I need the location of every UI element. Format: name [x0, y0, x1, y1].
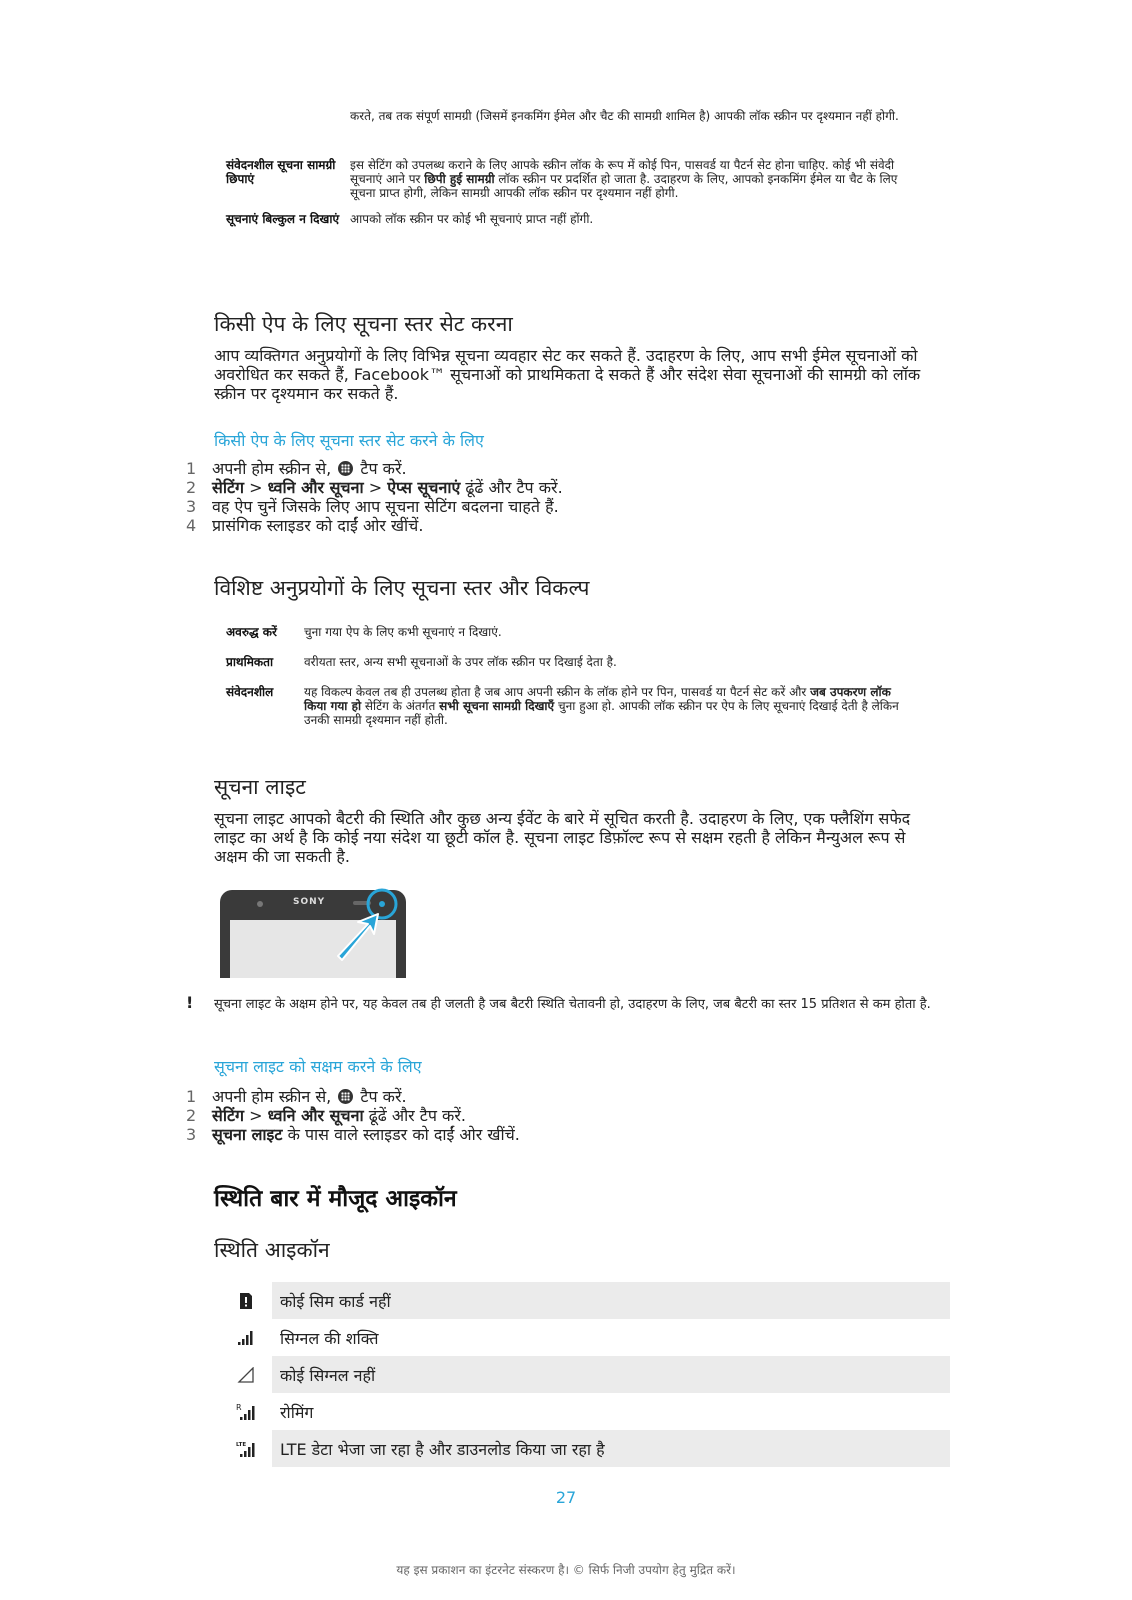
step-text [212, 478, 946, 497]
section-paragraph: आप व्यक्तिगत अनुप्रयोगों के लिए विभिन्न सूचना व्यवहार सेट कर सकते हैं. उदाहरण के लिए, आप सभी ईमेल सूचनाओं को अवरोधित कर सकते हैं, Facebook™ सूचनाओं को प्राथमिकता दे सकते हैं और संदेश सेवा सूचनाओं की सामग्री को लॉक स्क्रीन पर दृश्यमान कर सकते हैं. [214, 346, 921, 403]
step [186, 478, 946, 497]
page-number: 27 [555, 1488, 577, 1507]
option-desc-bold: जब उपकरण लॉक किया गया हो [304, 685, 891, 713]
option-desc [304, 685, 914, 727]
option-desc-text: यह विकल्प केवल तब ही उपलब्ध होता है जब आप अपनी स्क्रीन के लॉक होने पर पिन, पासवर्ड या पैटर्न सेट करें और [304, 685, 811, 699]
path-separator: > [244, 478, 268, 497]
step-text [212, 1106, 946, 1125]
step-text-part: ढूंढें और टैप करें. [363, 1106, 466, 1125]
option-row [226, 655, 926, 669]
procedure-steps [186, 459, 946, 535]
icon-label: LTE डेटा भेजा जा रहा है और डाउनलोड किया जा रहा है [272, 1430, 950, 1467]
step-text-part: के पास वाले स्लाइडर को दाईं ओर खींचें. [282, 1125, 520, 1144]
icon-label: सिग्नल की शक्ति [280, 1328, 379, 1348]
signal-strength-icon [237, 1330, 255, 1346]
path-separator: > [244, 1106, 268, 1125]
step-text-part: टैप करें. [355, 1087, 407, 1106]
step-number: 2 [186, 1106, 197, 1125]
step-number: 3 [186, 1125, 197, 1144]
icon-label: रोमिंग [280, 1402, 314, 1422]
icon-row [220, 1282, 950, 1319]
menu-path-item: सेटिंग [212, 478, 245, 497]
step-text: प्रासंगिक स्लाइडर को दाईं ओर खींचें. [212, 516, 424, 535]
no-signal-icon [237, 1367, 255, 1383]
step [186, 497, 946, 516]
step-text-part: टैप करें. [355, 459, 407, 478]
option-desc: चुना गया ऐप के लिए कभी सूचनाएं न दिखाएं. [304, 625, 502, 639]
step-text: वह ऐप चुनें जिसके लिए आप सूचना सेटिंग बदलना चाहते हैं. [212, 497, 559, 516]
no-sim-icon [239, 1292, 253, 1310]
step-text [212, 459, 946, 478]
section-heading: विशिष्ट अनुप्रयोगों के लिए सूचना स्तर और विकल्प [214, 576, 590, 600]
option-desc: आपको लॉक स्क्रीन पर कोई भी सूचनाएं प्राप्त नहीं होंगी. [350, 212, 594, 226]
procedure-heading: सूचना लाइट को सक्षम करने के लिए [214, 1057, 422, 1076]
icon-label: कोई सिग्नल नहीं [272, 1356, 950, 1393]
svg-text:LTE: LTE [236, 1441, 247, 1448]
step-number: 4 [186, 516, 197, 535]
icon-label: कोई सिम कार्ड नहीं [272, 1282, 950, 1319]
step-text-part: ढूंढें और टैप करें. [460, 478, 563, 497]
option-desc-text: लॉक स्क्रीन पर प्रदर्शित हो जाता है. उदाहरण के लिए, आपको इनकमिंग ईमेल या चैट के लिए सूचना प्राप्त होगी, लेकिन सामग्री आपकी लॉक स्क्रीन पर दृश्यमान नहीं होगी. [350, 172, 898, 200]
menu-path-item: सेटिंग [212, 1106, 245, 1125]
option-desc [350, 158, 920, 200]
icon-row [220, 1393, 950, 1430]
option-row [226, 212, 926, 226]
option-desc-bold: छिपी हुई सामग्री [424, 172, 495, 186]
step [186, 1106, 946, 1125]
option-row [226, 685, 926, 727]
option-desc-text: सेटिंग के अंतर्गत [361, 699, 440, 713]
icon-cell [220, 1440, 272, 1458]
apps-icon [338, 461, 353, 476]
icon-row [220, 1356, 950, 1393]
step-text [212, 1087, 946, 1106]
option-row [226, 625, 926, 639]
section-heading: किसी ऐप के लिए सूचना स्तर सेट करना [214, 312, 513, 336]
procedure-steps [186, 1087, 946, 1144]
menu-path-item: ऐप्स सूचनाएं [387, 478, 461, 497]
footer-note: यह इस प्रकाशन का इंटरनेट संस्करण है। © सिर्फ निजी उपयोग हेतु मुद्रित करें। [396, 1563, 736, 1577]
step-number: 1 [186, 1087, 197, 1106]
lte-data-icon [236, 1440, 256, 1458]
icon-cell [220, 1292, 272, 1310]
phone-illustration [218, 888, 408, 978]
menu-path-item: सूचना लाइट [212, 1125, 283, 1144]
option-desc: वरीयता स्तर, अन्य सभी सूचनाओं के उपर लॉक स्क्रीन पर दिखाई देता है. [304, 655, 617, 669]
option-term: अवरुद्ध करें [226, 625, 277, 639]
apps-icon [338, 1089, 353, 1104]
option-desc-text: चुना हुआ हो. आपकी लॉक स्क्रीन पर ऐप के लिए सूचनाएं दिखाई देती है लेकिन उनकी सामग्री दृश्यमान नहीं होती. [304, 699, 899, 727]
step [186, 1087, 946, 1106]
svg-text:R: R [236, 1402, 242, 1412]
step-text-part: अपनी होम स्क्रीन से, [212, 459, 337, 478]
procedure-heading: किसी ऐप के लिए सूचना स्तर सेट करने के लिए [214, 431, 484, 450]
level-options-table [226, 625, 926, 739]
note-text: सूचना लाइट के अक्षम होने पर, यह केवल तब ही जलती है जब बैटरी स्थिति चेतावनी हो, उदाहरण के लिए, जब बैटरी का स्तर 15 प्रतिशत से कम होता है. [214, 997, 931, 1012]
path-separator: > [363, 478, 388, 497]
option-term: संवेदनशील [226, 685, 274, 699]
menu-path-item: ध्वनि और सूचना [267, 478, 364, 497]
section-heading: सूचना लाइट [214, 775, 306, 799]
status-icon-table [220, 1282, 950, 1467]
step-text-part: अपनी होम स्क्रीन से, [212, 1087, 337, 1106]
icon-row [220, 1319, 950, 1356]
step-text [212, 1125, 946, 1144]
option-desc-text: इस सेटिंग को उपलब्ध कराने के लिए आपके स्क्रीन लॉक के रूप में कोई पिन, पासवर्ड या पैटर्न सेट होना चाहिए. कोई भी संवेदी सूचनाएं आने पर [350, 158, 895, 186]
step [186, 516, 946, 535]
option-term: संवेदनशील सूचना सामग्री छिपाएं [226, 158, 336, 186]
step [186, 459, 946, 478]
roaming-icon [236, 1403, 256, 1421]
icon-cell [220, 1403, 272, 1421]
menu-path-item: ध्वनि और सूचना [267, 1106, 364, 1125]
intro-text: करते, तब तक संपूर्ण सामग्री (जिसमें इनकमिंग ईमेल और चैट की सामग्री शामिल है) आपकी लॉक स्क्रीन पर दृश्यमान नहीं होगी. [350, 109, 899, 123]
option-row [226, 158, 926, 200]
icon-row [220, 1430, 950, 1467]
step [186, 1125, 946, 1144]
step-number: 1 [186, 459, 197, 478]
section-heading: स्थिति आइकॉन [214, 1238, 330, 1262]
option-term: सूचनाएं बिल्कुल न दिखाएं [226, 212, 340, 226]
option-desc-bold: सभी सूचना सामग्री दिखाएँ [439, 699, 555, 713]
warning-icon: ! [186, 993, 194, 1012]
step-number: 2 [186, 478, 197, 497]
chapter-heading: स्थिति बार में मौजूद आइकॉन [214, 1186, 457, 1212]
phone-brand-logo: SONY [293, 897, 326, 907]
step-number: 3 [186, 497, 197, 516]
section-paragraph: सूचना लाइट आपको बैटरी की स्थिति और कुछ अन्य ईवेंट के बारे में सूचित करती है. उदाहरण के लिए, एक फ्लैशिंग सफेद लाइट का अर्थ है कि कोई नया संदेश या छूटी कॉल है. सूचना लाइट डिफ़ॉल्ट रूप से सक्षम रहती है लेकिन मैन्युअल रूप से अक्षम की जा सकती है. [214, 809, 911, 866]
option-term: प्राथमिकता [226, 655, 274, 669]
icon-cell [220, 1330, 272, 1346]
icon-cell [220, 1367, 272, 1383]
lock-options-table [226, 158, 926, 238]
